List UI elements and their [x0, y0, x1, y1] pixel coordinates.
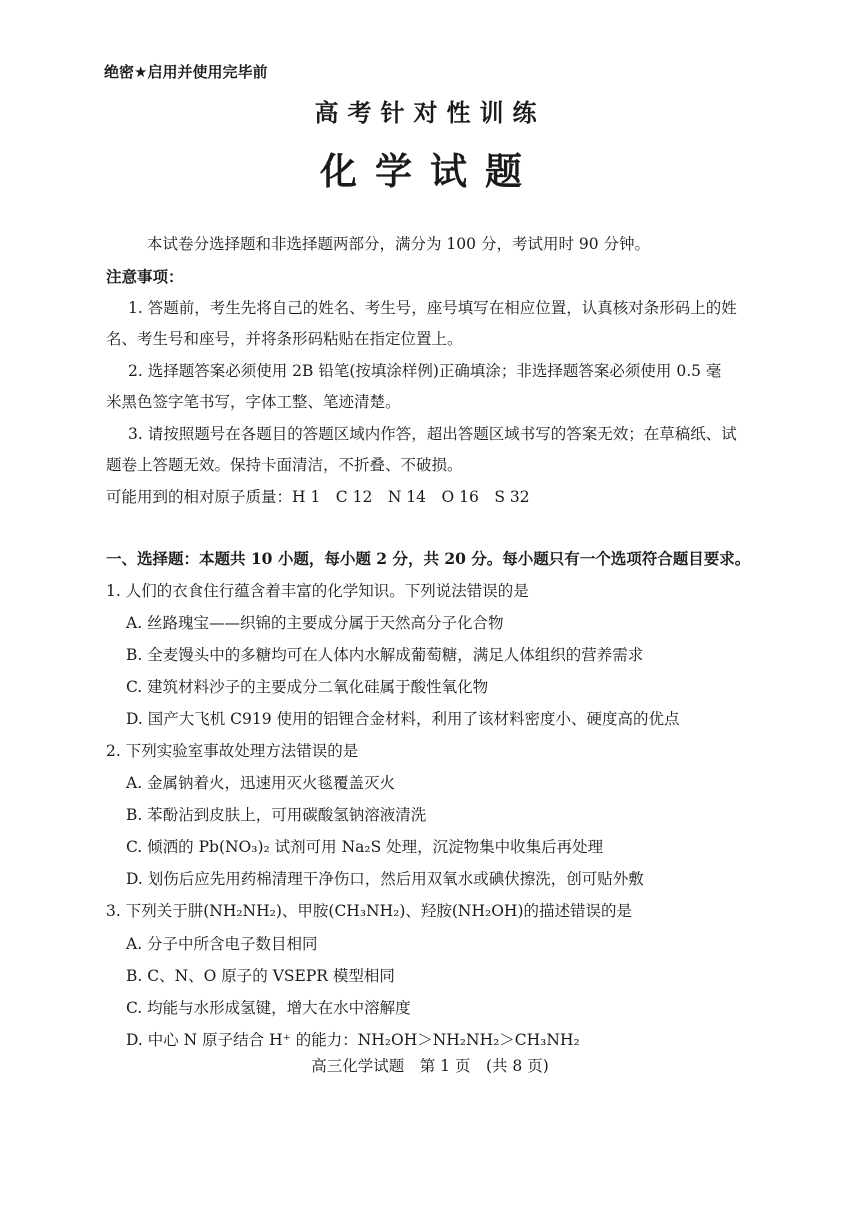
note-1-line-2: 名、考生号和座号，并将条形码粘贴在指定位置上。	[106, 330, 463, 348]
section-1-heading: 一、选择题：本题共 10 小题，每小题 2 分，共 20 分。每小题只有一个选项符合题目要求。	[106, 549, 751, 568]
exam-title: 化学试题	[320, 149, 540, 193]
page-footer: 高三化学试题 第 1 页 (共 8 页)	[311, 1057, 549, 1075]
question-1-option-c: C. 建筑材料沙子的主要成分二氧化硅属于酸性氧化物	[126, 678, 489, 696]
note-2-line-2: 米黑色签字笔书写，字体工整、笔迹清楚。	[106, 393, 401, 411]
intro-text: 本试卷分选择题和非选择题两部分，满分为 100 分，考试用时 90 分钟。	[147, 235, 651, 253]
question-1-option-d: D. 国产大飞机 C919 使用的铝锂合金材料，利用了该材料密度小、硬度高的优点	[126, 710, 680, 728]
question-3-option-a: A. 分子中所含电子数目相同	[126, 935, 318, 953]
question-3-stem: 3. 下列关于肼(NH₂NH₂)、甲胺(CH₃NH₂)、羟胺(NH₂OH)的描述错误的是	[106, 902, 632, 920]
note-2-line-1: 2. 选择题答案必须使用 2B 铅笔(按填涂样例)正确填涂；非选择题答案必须使用 0.5 毫	[128, 362, 722, 380]
exam-subtitle: 高考针对性训练	[314, 98, 546, 127]
notes-heading: 注意事项：	[106, 267, 184, 286]
question-1-option-b: B. 全麦馒头中的多糖均可在人体内水解成葡萄糖，满足人体组织的营养需求	[126, 646, 644, 664]
question-3-option-b: B. C、N、O 原子的 VSEPR 模型相同	[126, 967, 395, 985]
question-1-stem: 1. 人们的衣食住行蕴含着丰富的化学知识。下列说法错误的是	[106, 582, 529, 600]
question-1-option-a: A. 丝路瑰宝——织锦的主要成分属于天然高分子化合物	[126, 614, 504, 632]
question-2-option-b: B. 苯酚沾到皮肤上，可用碳酸氢钠溶液清洗	[126, 806, 427, 824]
note-3-line-2: 题卷上答题无效。保持卡面清洁，不折叠、不破损。	[106, 456, 463, 474]
question-3-option-c: C. 均能与水形成氢键，增大在水中溶解度	[126, 999, 411, 1017]
question-2-option-a: A. 金属钠着火，迅速用灭火毯覆盖灭火	[126, 774, 396, 792]
note-1-line-1: 1. 答题前，考生先将自己的姓名、考生号，座号填写在相应位置，认真核对条形码上的姓	[128, 299, 737, 317]
question-3-option-d: D. 中心 N 原子结合 H⁺ 的能力：NH₂OH＞NH₂NH₂＞CH₃NH₂	[126, 1031, 580, 1049]
question-2-stem: 2. 下列实验室事故处理方法错误的是	[106, 742, 359, 760]
confidentiality-label: 绝密★启用并使用完毕前	[104, 63, 268, 81]
question-2-option-d: D. 划伤后应先用药棉清理干净伤口，然后用双氧水或碘伏擦洗，创可贴外敷	[126, 870, 644, 888]
atomic-masses: 可能用到的相对原子质量：H 1 C 12 N 14 O 16 S 32	[106, 488, 530, 506]
note-3-line-1: 3. 请按照题号在各题目的答题区域内作答，超出答题区域书写的答案无效；在草稿纸、试	[128, 425, 737, 443]
question-2-option-c: C. 倾洒的 Pb(NO₃)₂ 试剂可用 Na₂S 处理，沉淀物集中收集后再处理	[126, 838, 604, 856]
